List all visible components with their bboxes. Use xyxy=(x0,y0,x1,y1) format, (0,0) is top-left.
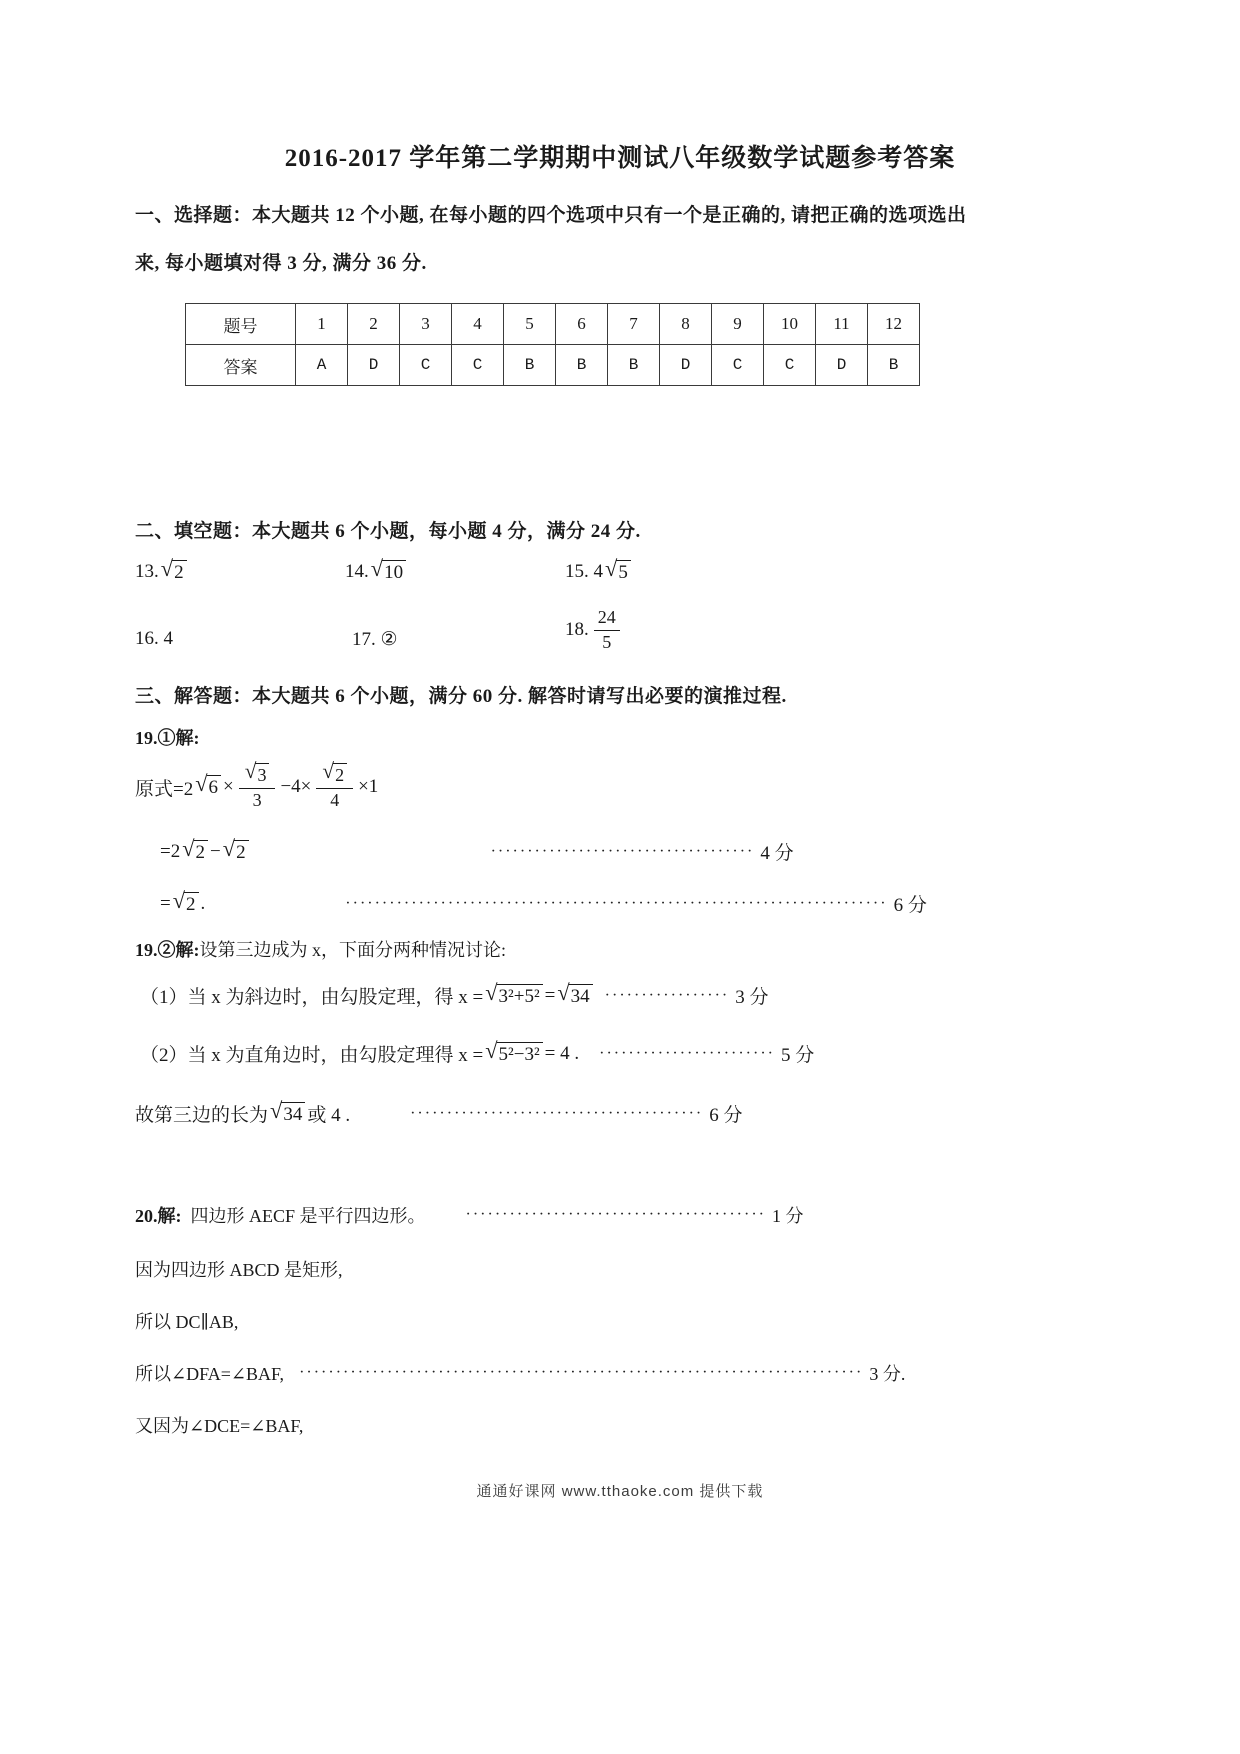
choice-section-heading-line1: 一、选择题：本大题共 12 个小题, 在每小题的四个选项中只有一个是正确的, 请把正确的选项选出 xyxy=(135,205,967,226)
fraction-numerator xyxy=(239,759,276,789)
answer-cell: B xyxy=(504,345,556,386)
radical xyxy=(222,835,249,864)
fraction xyxy=(316,759,353,811)
dotted-leader: ···································· xyxy=(490,842,755,860)
radicand: 2 xyxy=(234,840,249,864)
q20-line1 xyxy=(135,1202,803,1228)
expr-text: 原式=2 xyxy=(135,778,194,800)
table-row-numbers xyxy=(186,304,920,345)
fraction-denominator: 4 xyxy=(330,789,340,810)
fill-answer-14 xyxy=(345,556,408,584)
fill-answer-13 xyxy=(135,556,189,584)
table-cell: 9 xyxy=(712,304,764,345)
table-cell: 3 xyxy=(400,304,452,345)
radical xyxy=(322,759,347,786)
radical-sign: √ xyxy=(222,835,236,861)
expr-text: −4× xyxy=(280,776,312,797)
table-cell: 10 xyxy=(764,304,816,345)
radicand: 34 xyxy=(569,984,593,1008)
solve-section-heading: 三、解答题：本大题共 6 个小题，满分 60 分. 解答时请写出必要的演推过程. xyxy=(135,686,787,707)
table-cell: 5 xyxy=(504,304,556,345)
answer-17-text: 17. ② xyxy=(352,629,398,650)
fill-answer-18 xyxy=(565,608,625,653)
answer-cell: D xyxy=(816,345,868,386)
score-label: 3 分. xyxy=(869,1364,906,1384)
case-text: = 4 . xyxy=(544,1042,580,1064)
radicand: 2 xyxy=(333,763,347,786)
answer-cell: C xyxy=(764,345,816,386)
fill-answer-15 xyxy=(565,556,633,584)
fraction-numerator xyxy=(316,759,353,789)
q20-line5 xyxy=(135,1412,303,1438)
radical-sign: √ xyxy=(370,556,384,581)
q19b-case1 xyxy=(140,979,769,1009)
step-text: =2 xyxy=(160,840,181,862)
case-text: （2）当 x 为直角边时，由勾股定理得 x = xyxy=(140,1045,484,1066)
dotted-leader: ········································ xyxy=(410,1104,704,1122)
q19a-expression xyxy=(135,758,378,816)
answer-14-label: 14. xyxy=(345,560,369,582)
q19a-head xyxy=(135,724,200,750)
answer-cell: C xyxy=(452,345,504,386)
q20-text: 所以∠DFA=∠BAF, xyxy=(135,1364,285,1384)
radical-sign: √ xyxy=(270,1097,283,1123)
radical xyxy=(160,556,187,584)
dotted-leader: ········································· xyxy=(465,1206,766,1223)
answer-13-label: 13. xyxy=(135,560,159,582)
radical-sign: √ xyxy=(322,759,335,784)
score-label: 6 分 xyxy=(893,895,927,916)
table-cell: 4 xyxy=(452,304,504,345)
radical xyxy=(485,979,542,1008)
table-row-answers xyxy=(186,345,920,386)
answer-cell: B xyxy=(608,345,660,386)
q19a-head-text: 19.①解: xyxy=(135,728,200,748)
page-title: 2016-2017 学年第二学期期中测试八年级数学试题参考答案 xyxy=(284,145,956,172)
answer-18-label: 18. xyxy=(565,619,589,641)
step-text: . xyxy=(200,892,206,914)
answer-16-text: 16. 4 xyxy=(135,628,173,649)
dotted-leader: ························ xyxy=(599,1044,775,1062)
radical-sign: √ xyxy=(485,979,498,1005)
radical xyxy=(172,887,199,916)
table-cell: 1 xyxy=(296,304,348,345)
q20-line2 xyxy=(135,1256,343,1282)
answer-table xyxy=(185,303,920,386)
table-cell: 12 xyxy=(868,304,920,345)
table-header-cell: 题号 xyxy=(186,304,296,345)
expr-times: × xyxy=(223,776,234,797)
footer-watermark: 通通好课网 www.tthaoke.com 提供下载 xyxy=(476,1483,764,1500)
radicand: 5²−3² xyxy=(497,1042,543,1066)
radical xyxy=(557,979,592,1008)
radical-sign: √ xyxy=(195,771,208,797)
radicand: 6 xyxy=(207,775,222,799)
fraction-numerator: 24 xyxy=(594,608,620,631)
choice-section-heading-line2: 来, 每小题填对得 3 分, 满分 36 分. xyxy=(135,253,427,274)
conclusion-text: 或 4 . xyxy=(307,1105,351,1126)
radical xyxy=(370,556,406,584)
fill-answer-16 xyxy=(135,628,173,650)
radical xyxy=(195,771,221,799)
q19b-head-number: 19.②解: xyxy=(135,940,200,960)
q20-text: 因为四边形 ABCD 是矩形, xyxy=(135,1260,343,1280)
radicand: 2 xyxy=(194,840,209,864)
answer-cell: B xyxy=(868,345,920,386)
radicand: 3 xyxy=(255,763,269,786)
conclusion-text: 故第三边的长为 xyxy=(135,1105,269,1126)
q20-head-number: 20.解: xyxy=(135,1206,182,1226)
q20-statement: 四边形 AECF 是平行四边形。 xyxy=(181,1206,426,1226)
radical xyxy=(485,1037,542,1066)
radical-sign: √ xyxy=(485,1037,498,1063)
score-label: 5 分 xyxy=(780,1045,815,1066)
answer-cell: C xyxy=(400,345,452,386)
fraction-denominator: 5 xyxy=(602,631,612,652)
radical xyxy=(244,759,270,786)
score-label: 3 分 xyxy=(735,987,769,1008)
fraction xyxy=(239,759,276,811)
case-text: （1）当 x 为斜边时，由勾股定理，得 x = xyxy=(140,987,484,1008)
radical-sign: √ xyxy=(557,979,570,1005)
dotted-leader: ·········································································· xyxy=(345,894,888,912)
table-cell: 11 xyxy=(816,304,868,345)
answer-cell: A xyxy=(296,345,348,386)
answer-cell: D xyxy=(660,345,712,386)
dotted-leader: ················· xyxy=(604,986,730,1004)
table-cell: 8 xyxy=(660,304,712,345)
score-label: 4 分 xyxy=(760,843,794,864)
radical-sign: √ xyxy=(244,759,257,784)
radical-sign: √ xyxy=(182,835,195,861)
q20-text: 所以 DC∥AB, xyxy=(135,1312,239,1332)
radicand: 2 xyxy=(184,892,199,916)
expr-text: ×1 xyxy=(358,776,379,797)
table-cell: 6 xyxy=(556,304,608,345)
radical xyxy=(182,835,208,864)
radicand: 34 xyxy=(281,1102,305,1126)
q19b-head-text: 设第三边成为 x，下面分两种情况讨论: xyxy=(199,940,506,960)
score-label: 6 分 xyxy=(709,1105,743,1126)
table-cell: 7 xyxy=(608,304,660,345)
radicand: 3²+5² xyxy=(497,984,543,1008)
fraction-denominator: 3 xyxy=(252,789,262,810)
fill-answer-17 xyxy=(352,628,398,651)
answer-cell: B xyxy=(556,345,608,386)
score-label: 1 分 xyxy=(771,1206,804,1226)
radicand: 10 xyxy=(382,560,406,584)
dotted-leader: ············································································· xyxy=(299,1364,864,1381)
q20-line3 xyxy=(135,1308,238,1334)
q20-text: 又因为∠DCE=∠BAF, xyxy=(135,1416,304,1436)
answer-15-label: 15. 4 xyxy=(565,560,603,582)
radical xyxy=(605,556,631,584)
q19b-case2 xyxy=(140,1037,815,1067)
q20-line4 xyxy=(135,1360,905,1386)
fraction xyxy=(594,608,620,653)
radicand: 2 xyxy=(172,560,187,584)
step-text: = xyxy=(160,892,171,914)
radical-sign: √ xyxy=(160,556,174,581)
radicand: 5 xyxy=(616,560,631,584)
radical-sign: √ xyxy=(605,556,618,581)
q19a-step3 xyxy=(160,887,927,917)
radical-sign: √ xyxy=(172,887,186,913)
answer-cell: C xyxy=(712,345,764,386)
table-cell: 2 xyxy=(348,304,400,345)
step-text: − xyxy=(210,840,221,862)
q19b-head xyxy=(135,936,506,962)
fill-section-heading: 二、填空题：本大题共 6 个小题，每小题 4 分，满分 24 分. xyxy=(135,521,641,542)
table-header-cell: 答案 xyxy=(186,345,296,386)
answer-cell: D xyxy=(348,345,400,386)
q19b-conclusion xyxy=(135,1097,743,1127)
radical xyxy=(270,1097,305,1126)
case-text: = xyxy=(544,984,556,1006)
q19a-step2 xyxy=(160,835,794,865)
